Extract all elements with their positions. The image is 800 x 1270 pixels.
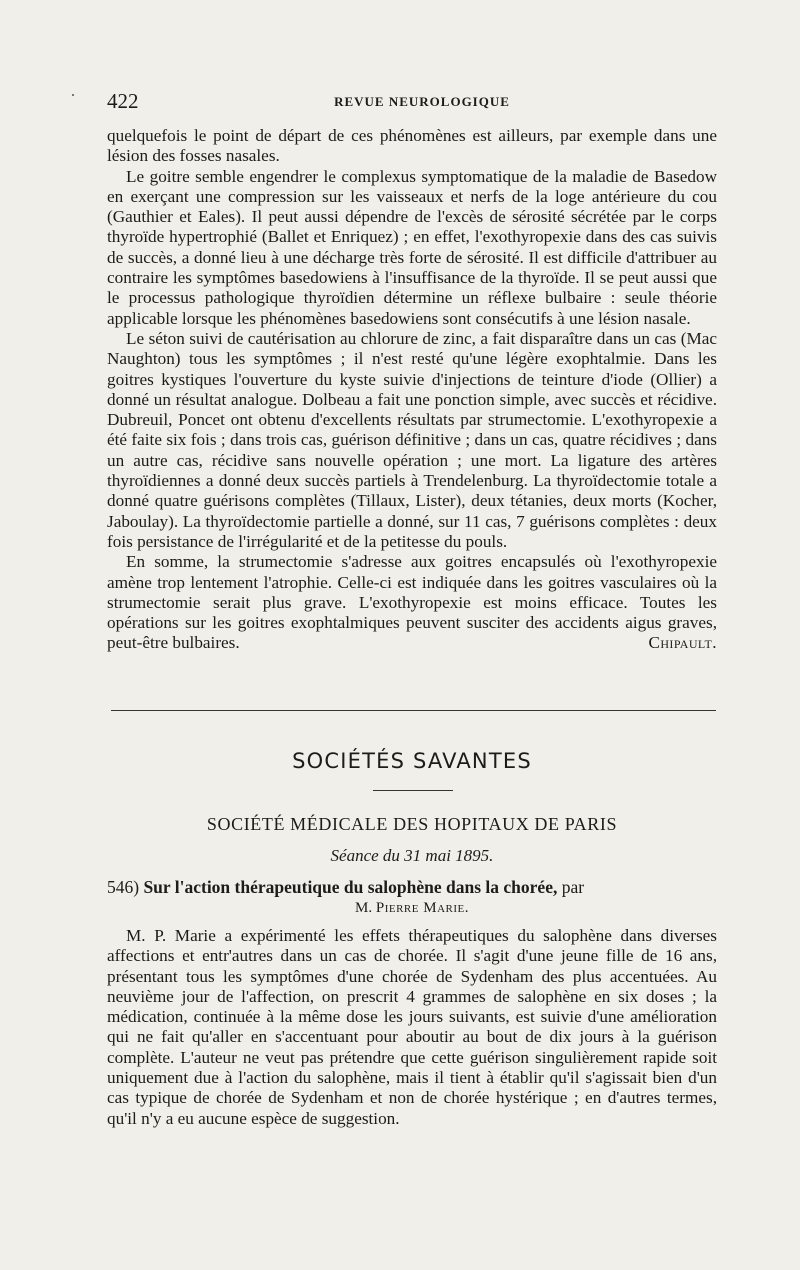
author-prefix: M. xyxy=(355,900,373,916)
paragraph-marie: M. P. Marie a expérimenté les effets thérapeutiques du salophène dans diverses affections et entr'autres dans un cas de chorée. Il s'agit d'une jeune fille de 16 ans, présentant tous les symptômes d'une chorée de Sydenham des plus accentuées. Au neuvième jour de l'affection, on prescrit 4 grammes de salophène en six doses ; la médication, continuée à la même dose les jours suivants, est suivie d'une amélioration qui ne fait qu'aller en s'accentuant pour aboutir au bout de dix jours à la guérison complète. L'auteur ne veut pas prétendre que cette guérison singulièrement rapide soit uniquement due à l'action du salophène, mais il tient à établir qu'il s'agissait bien d'un cas typique de chorée de Sydenham et non de chorée hystérique ; en d'autres termes, qu'il n'y a eu aucune espèce de suggestion. xyxy=(107,926,717,1128)
paragraph-4 xyxy=(107,552,717,653)
title-underline xyxy=(373,790,453,791)
article-author xyxy=(107,900,717,917)
section-divider xyxy=(111,710,716,711)
article-number: 546) xyxy=(107,877,140,897)
article-heading xyxy=(107,877,717,898)
paragraph-1: quelquefois le point de départ de ces phénomènes est ailleurs, par exemple dans une lésion des fosses nasales. xyxy=(107,126,717,166)
author-signature: Chipault. xyxy=(648,633,717,653)
paragraph-2: Le goitre semble engendrer le complexus symptomatique de la maladie de Basedow en exerçant une compression sur les vaisseaux et nerfs de la loge antérieure du cou (Gauthier et Eales). Il peut aussi dépendre de l'excès de sérosité sécrétée par le corps thyroïde hypertrophié (Ballet et Enriquez) ; en effet, l'exothyropexie dans des cas suivis de succès, a donné lieu à une décharge très forte de sérosité. Il est difficile d'attribuer au contraire les symptômes basedowiens à l'insuffisance de la thyroïde. Il se peut aussi que le processus pathologique thyroïdien détermine un réflexe bulbaire : seule théorie applicable lorsque les phénomènes basedowiens sont consécutifs à une lésion nasale. xyxy=(107,166,717,328)
article-marie-body xyxy=(107,926,717,1129)
author-name: Pierre Marie. xyxy=(375,900,469,916)
page-number: 422 xyxy=(107,89,139,113)
session-date: Séance du 31 mai 1895. xyxy=(330,846,494,865)
paragraph-3: Le séton suivi de cautérisation au chlorure de zinc, a fait disparaître dans un cas (Mac Naughton) tous les symptômes ; il n'est resté qu'une légère exophtalmie. Dans les goitres kystiques l'ouverture du kyste suivie d'injections de teinture d'iode (Ollier) a donné un résultat analogue. Dolbeau a fait une ponction simple, avec succès et récidive. Dubreuil, Poncet ont obtenu d'excellents résultats par strumectomie. L'exothyropexie a été faite six fois ; dans trois cas, guérison définitive ; dans un cas, quatre récidives ; dans un autre cas, récidive sans nouvelle opération ; une mort. La ligature des artères thyroïdiennes a donné deux succès partiels à Trendelenburg. La thyroïdectomie totale a donné quatre guérisons complètes (Tillaux, Lister), deux tétanies, deux morts (Kocher, Jaboulay). La thyroïdectomie partielle a donné, sur 11 cas, 7 guérisons complètes : deux fois persistance de l'irrégularité et de la petitesse du pouls. xyxy=(107,328,717,551)
running-head xyxy=(107,89,717,113)
margin-speck xyxy=(72,94,74,96)
section-title: SOCIÉTÉS SAVANTES xyxy=(292,749,532,773)
society-name: SOCIÉTÉ MÉDICALE DES HOPITAUX DE PARIS xyxy=(206,814,618,834)
paragraph-4-text: En somme, la strumectomie s'adresse aux goitres encapsulés où l'exothyropexie amène trop lentement l'atrophie. Celle-ci est indiquée dans les goitres vasculaires où la strumectomie serait plus grave. L'exothyropexie est moins efficace. Toutes les opérations sur les goitres exophtalmiques peuvent susciter des accidents aigus graves, peut-être bulbaires. xyxy=(107,552,717,653)
article-by: par xyxy=(561,877,585,897)
article-title: Sur l'action thérapeutique du salophène dans la chorée, xyxy=(143,877,558,897)
journal-title: REVUE NEUROLOGIQUE xyxy=(334,94,510,109)
article-chipault xyxy=(107,126,717,654)
